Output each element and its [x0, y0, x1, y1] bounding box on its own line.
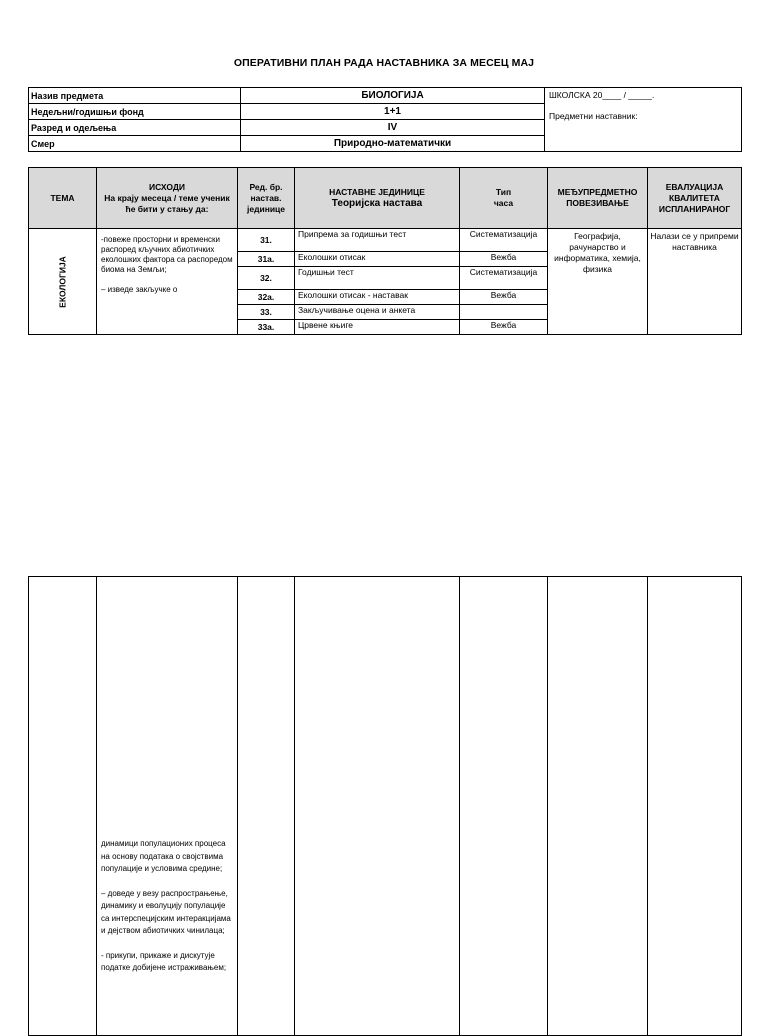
unit-type — [460, 305, 548, 320]
header-interdisciplinary: МЕЂУПРЕДМЕТНО ПОВЕЗИВАЊЕ — [548, 168, 648, 229]
unit-type: Систематизација — [460, 267, 548, 290]
outcome-continued-3: - прикупи, прикаже и дискутује податке добијене истраживањем; — [101, 950, 227, 972]
header-lesson-type — [460, 168, 548, 229]
header-type-line2: часа — [493, 198, 514, 208]
unit-type: Вежба — [460, 252, 548, 267]
plan-table — [28, 167, 742, 335]
continuation-table — [28, 576, 742, 1036]
cont-interdisciplinary-cell — [548, 577, 648, 1036]
unit-name: Годишњи тест — [295, 267, 460, 290]
unit-name: Закључивање оцена и анкета — [295, 305, 460, 320]
topic-label: ЕКОЛОГИЈА — [57, 255, 67, 308]
interdisciplinary-cell: Географија, рачунарство и информатика, хемија, физика — [548, 229, 648, 335]
plan-header-row — [29, 168, 742, 229]
unit-number: 32. — [238, 267, 295, 290]
outcomes-cell — [97, 229, 238, 335]
unit-name: Припрема за годишњи тест — [295, 229, 460, 252]
fund-label: Недељни/годишњи фонд — [29, 104, 241, 120]
unit-name: Еколошки отисак - наставак — [295, 290, 460, 305]
unit-type: Систематизација — [460, 229, 548, 252]
outcome-continued-2: – доведе у везу распрострањење, динамику и еволуцију популације са интерспецијским интеракцијама и дејством абиотичких чинилаца; — [101, 888, 231, 935]
grade-value: IV — [241, 120, 545, 136]
header-outcomes-title: ИСХОДИ — [148, 181, 186, 192]
cont-evaluation-cell — [648, 577, 742, 1036]
outcome-continued-1: динамици популационих процеса на основу података о својствима популације и условима средине; — [101, 839, 226, 873]
unit-name: Еколошки отисак — [295, 252, 460, 267]
header-outcomes — [97, 168, 238, 229]
header-units — [295, 168, 460, 229]
unit-type: Вежба — [460, 290, 548, 305]
subject-label: Назив предмета — [29, 88, 241, 104]
header-units-subtitle: Теоријска настава — [331, 198, 423, 209]
unit-name: Црвене књиге — [295, 320, 460, 335]
subject-value: БИОЛОГИЈА — [241, 88, 545, 104]
subject-teacher: Предметни наставник: — [549, 111, 638, 121]
header-outcomes-subtitle: На крају месеца / теме ученик ће бити у стању да: — [104, 192, 230, 214]
info-table — [28, 87, 742, 152]
topic-cell — [29, 229, 97, 335]
cont-units-cell — [295, 577, 460, 1036]
header-type-line1: Тип — [495, 187, 512, 197]
track-label: Смер — [29, 136, 241, 152]
unit-number: 31а. — [238, 252, 295, 267]
cont-topic-cell — [29, 577, 97, 1036]
outcome-2: – изведе закључке о — [101, 285, 178, 294]
unit-number: 32а. — [238, 290, 295, 305]
unit-row-31 — [29, 229, 742, 252]
unit-type: Вежба — [460, 320, 548, 335]
info-row-subject — [29, 88, 742, 104]
page-title: ОПЕРАТИВНИ ПЛАН РАДА НАСТАВНИКА ЗА МЕСЕЦ МАЈ — [233, 57, 535, 69]
track-value: Природно-математички — [241, 136, 545, 152]
header-units-title: НАСТАВНЕ ЈЕДИНИЦЕ — [329, 187, 425, 197]
grade-label: Разред и одељења — [29, 120, 241, 136]
unit-number: 31. — [238, 229, 295, 252]
header-topic: ТЕМА — [29, 168, 97, 229]
school-info-cell — [545, 88, 742, 152]
cont-type-cell — [460, 577, 548, 1036]
outcome-1: -повеже просторни и временски распоред кључних абиотичких еколошких фактора са распоредом биома на Земљи; — [101, 235, 233, 274]
unit-number: 33а. — [238, 320, 295, 335]
cont-number-cell — [238, 577, 295, 1036]
school-year: ШКОЛСКА 20____ / _____. — [549, 90, 655, 100]
continuation-row — [29, 577, 742, 1036]
header-evaluation: ЕВАЛУАЦИЈА КВАЛИТЕТА ИСПЛАНИРАНОГ — [648, 168, 742, 229]
cont-outcomes-cell — [97, 577, 238, 1036]
fund-value: 1+1 — [241, 104, 545, 120]
evaluation-cell: Налази се у припреми наставника — [648, 229, 742, 335]
header-unit-number: Ред. бр. настав. јединице — [238, 168, 295, 229]
unit-number: 33. — [238, 305, 295, 320]
